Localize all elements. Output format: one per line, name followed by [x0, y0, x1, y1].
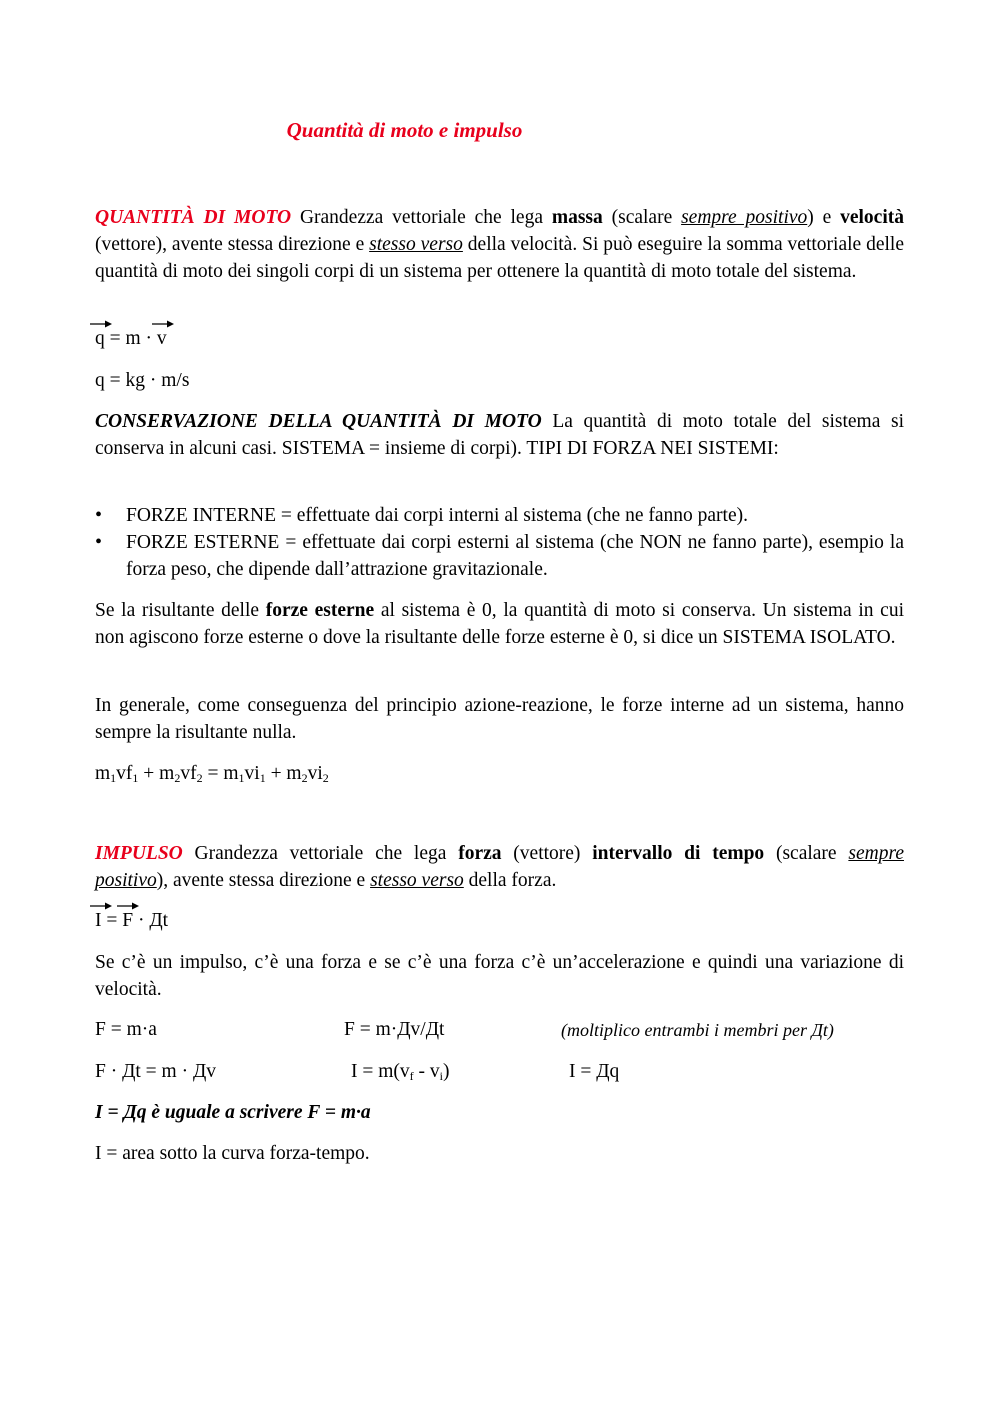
- conservation-paragraph: [95, 408, 904, 462]
- subscript: 1: [238, 771, 245, 785]
- force-types-list: [95, 502, 904, 583]
- area-statement: I = area sotto la curva forza-tempo.: [95, 1143, 370, 1164]
- impulse-delta-q: I = Дq: [569, 1061, 620, 1082]
- momentum-formula: [95, 325, 167, 352]
- vector-arrow-icon: [89, 901, 113, 911]
- symbol: v: [156, 328, 167, 349]
- text: ): [443, 1061, 450, 1082]
- formula-note: (moltiplico entrambi i membri per Дt): [561, 1020, 834, 1040]
- section-heading-conservation: CONSERVAZIONE DELLA QUANTITÀ DI MOTO: [95, 411, 542, 432]
- text: La quantità di moto totale del sistema si conserva in alcuni casi. SISTEMA = insieme di corpi). TIPI DI FORZA NEI SISTEMI:: [95, 411, 904, 459]
- vector-arrow-icon: [116, 901, 140, 911]
- text: m: [95, 763, 111, 784]
- page-title: Quantità di moto e impulso: [286, 118, 523, 142]
- vector-i: [95, 907, 102, 934]
- text: vf: [180, 763, 197, 784]
- subscript: i: [439, 1069, 443, 1083]
- section-heading-impulse: IMPULSO: [95, 843, 183, 864]
- list-item: • FORZE ESTERNE = effettuate dai corpi esterni al sistema (che NON ne fanno parte), esempio la forza peso, che dipende dall’attrazione gravitazionale.: [95, 529, 904, 583]
- text: ) e: [807, 207, 841, 228]
- text: - v: [413, 1061, 440, 1082]
- bold-text: massa: [551, 207, 603, 228]
- impulse-velocity-formula: [351, 1058, 450, 1090]
- momentum-units: q = kg · m/s: [95, 370, 190, 391]
- list-item: • FORZE INTERNE = effettuate dai corpi interni al sistema (che ne fanno parte).: [95, 502, 904, 529]
- text: al sistema è 0, la quantità di moto si conserva. Un sistema in cui non agiscono forze esterne o dove la risultante delle forze esterne è 0, si dice un SISTEMA ISOLATO.: [95, 600, 904, 648]
- underlined-text: stesso verso: [369, 234, 463, 255]
- text: vi: [244, 763, 260, 784]
- bold-text: intervallo di tempo: [592, 843, 765, 864]
- vector-v: [157, 325, 167, 352]
- text: della velocità. Si può eseguire la somma vettoriale delle quantità di moto dei singoli corpi di un sistema per ottenere la quantità di moto totale del sistema.: [95, 234, 904, 282]
- symbol: F: [122, 910, 134, 931]
- external-forces-paragraph: [95, 597, 904, 651]
- text: vi: [307, 763, 323, 784]
- text: Grandezza vettoriale che lega: [291, 207, 552, 228]
- conservation-formula: [95, 760, 329, 792]
- symbol: q: [95, 328, 105, 349]
- vector-arrow-icon: [151, 319, 175, 329]
- text: + m: [138, 763, 175, 784]
- key-statement: I = Дq è uguale a scrivere F = m·a: [95, 1102, 371, 1123]
- bold-text: velocità: [840, 207, 904, 228]
- text: · Дt: [133, 910, 169, 931]
- vector-f: [122, 907, 133, 934]
- text: Grandezza vettoriale che lega: [182, 843, 459, 864]
- impulse-explanation: Se c’è un impulso, c’è una forza e se c’è una forza c’è un’accelerazione e quindi una variazione di velocità.: [95, 952, 904, 1000]
- impulse-definition: [95, 840, 904, 894]
- subscript: 1: [132, 771, 139, 785]
- subscript: 1: [259, 771, 266, 785]
- bold-text: forza: [458, 843, 502, 864]
- section-heading-momentum: QUANTITÀ DI MOTO: [95, 207, 292, 228]
- underlined-text: sempre positivo: [95, 843, 904, 891]
- text: ), avente stessa direzione e: [156, 870, 371, 891]
- symbol: I: [95, 910, 102, 931]
- text: I = m(v: [351, 1061, 410, 1082]
- force-formula: F = m·Дv/Дt: [344, 1019, 445, 1040]
- text: (scalare: [602, 207, 682, 228]
- vector-arrow-icon: [89, 319, 113, 329]
- impulse-formula: [95, 907, 168, 934]
- subscript: 2: [322, 771, 329, 785]
- text: =: [101, 910, 123, 931]
- underlined-text: stesso verso: [370, 870, 464, 891]
- subscript: f: [409, 1069, 414, 1083]
- text: Se la risultante delle: [95, 600, 266, 621]
- text: vf: [116, 763, 133, 784]
- text: (vettore), avente stessa direzione e: [95, 234, 370, 255]
- momentum-definition: [95, 204, 904, 285]
- subscript: 2: [301, 771, 308, 785]
- underlined-text: sempre positivo: [681, 207, 808, 228]
- internal-forces-paragraph: In generale, come conseguenza del principio azione-reazione, le forze interne ad un sistema, hanno sempre la risultante nulla.: [95, 695, 904, 743]
- text: = m: [202, 763, 239, 784]
- text: (scalare: [764, 843, 849, 864]
- subscript: 2: [196, 771, 203, 785]
- subscript: 2: [174, 771, 181, 785]
- impulse-momentum-equation: F · Дt = m · Дv: [95, 1061, 217, 1082]
- text: + m: [265, 763, 302, 784]
- text: (vettore): [501, 843, 593, 864]
- bold-text: forze esterne: [265, 600, 375, 621]
- text: della forza.: [463, 870, 557, 891]
- text: = m ·: [104, 328, 157, 349]
- newton-law: F = m·a: [95, 1019, 157, 1040]
- subscript: 1: [110, 771, 117, 785]
- vector-q: [95, 325, 105, 352]
